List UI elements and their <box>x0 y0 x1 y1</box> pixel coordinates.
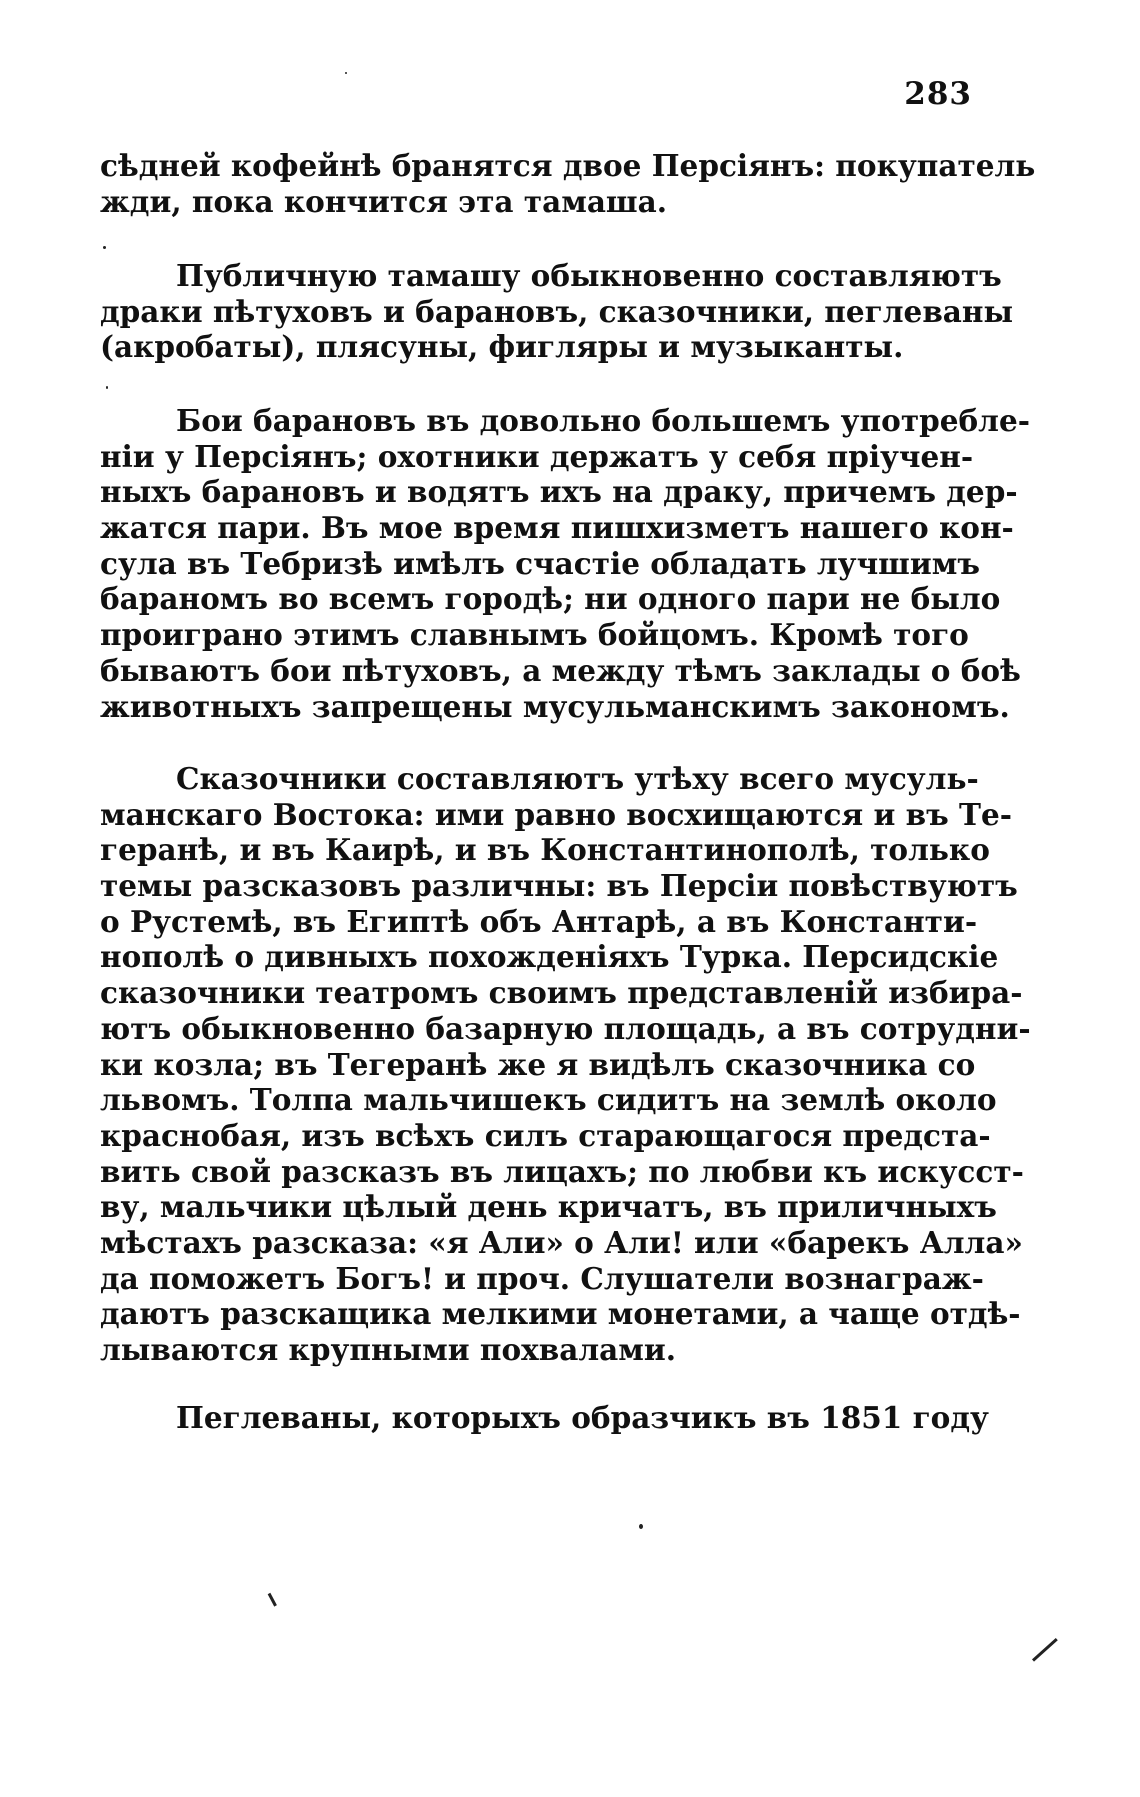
scan-speck <box>106 386 108 389</box>
text-line: геранѣ, и въ Каирѣ, и въ Константинополѣ, только <box>100 832 990 868</box>
text-line: ныхъ барановъ и водятъ ихъ на драку, причемъ дер- <box>100 474 1018 510</box>
text-line: темы разсказовъ различны: въ Персіи повѣствуютъ <box>100 868 1018 904</box>
text-line: Бои барановъ въ довольно большемъ употребле- <box>176 403 1030 438</box>
text-line: да поможетъ Богъ! и проч. Слушатели вознаграж- <box>100 1260 984 1296</box>
text-line: о Рустемѣ, въ Египтѣ объ Антарѣ, а въ Константи- <box>100 903 978 939</box>
paragraph-2 <box>100 258 1014 365</box>
scan-mark <box>1032 1638 1058 1662</box>
text-line: животныхъ запрещены мусульманскимъ закономъ. <box>100 688 1010 724</box>
text-line: жди, пока кончится эта тамаша. <box>100 183 668 219</box>
paragraph-3 <box>100 403 1030 724</box>
text-line: даютъ разскащика мелкими монетами, а чаще отдѣ- <box>100 1296 1021 1332</box>
paragraph-5 <box>100 1400 989 1436</box>
text-line: краснобая, изъ всѣхъ силъ старающагося предста- <box>100 1117 991 1153</box>
text-line: сказочники театромъ своимъ представленій избира- <box>100 975 1023 1011</box>
text-line: проиграно этимъ славнымъ бойцомъ. Кромѣ того <box>100 617 969 653</box>
text-line: ву, мальчики цѣлый день кричатъ, въ приличныхъ <box>100 1189 997 1225</box>
text-line: лываются крупными похвалами. <box>100 1332 677 1367</box>
paragraph-1 <box>100 148 1036 219</box>
scan-mark <box>268 1593 277 1607</box>
text-line: нiи у Персіянъ; охотники держатъ у себя пріучен- <box>100 438 974 474</box>
text-line: (акробаты), плясуны, фигляры и музыканты. <box>100 329 904 365</box>
text-line: Сказочники составляютъ утѣху всего мусуль- <box>176 761 979 796</box>
text-line: Публичную тамашу обыкновенно составляютъ <box>176 258 1002 293</box>
text-line: бываютъ бои пѣтуховъ, а между тѣмъ заклады о боѣ <box>100 652 1021 688</box>
text-line: драки пѣтуховъ и барановъ, сказочники, пеглеваны <box>100 293 1014 329</box>
text-line: сѣдней кофейнѣ бранятся двое Персіянъ: покупатель <box>100 148 1036 183</box>
text-line: манскаго Востока: ими равно восхищаются и въ Те- <box>100 796 1012 832</box>
page-number: 283 <box>904 76 972 112</box>
text-line: жатся пари. Въ мое время пишхизметъ нашего кон- <box>100 510 1014 546</box>
text-line: львомъ. Толпа мальчишекъ сидитъ на землѣ около <box>100 1082 997 1118</box>
text-line: вить свой разсказъ въ лицахъ; по любви къ искусст- <box>100 1153 1024 1189</box>
text-line: мѣстахъ разсказа: «я Али» о Али! или «барекъ Алла» <box>100 1224 1023 1260</box>
text-line: бараномъ во всемъ городѣ; ни одного пари не было <box>100 581 1001 617</box>
text-line: Пеглеваны, которыхъ образчикъ въ 1851 году <box>176 1400 989 1435</box>
text-line: ки козла; въ Тегеранѣ же я видѣлъ сказочника со <box>100 1046 976 1082</box>
scan-speck <box>103 246 106 249</box>
scan-speck <box>345 72 347 74</box>
text-line: ютъ обыкновенно базарную площадь, а въ сотрудни- <box>100 1010 1031 1046</box>
text-line: нополѣ о дивныхъ похожденіяхъ Турка. Персидскіе <box>100 939 999 975</box>
paragraph-4 <box>100 761 1031 1368</box>
text-line: сула въ Тебризѣ имѣлъ счастіе обладать лучшимъ <box>100 545 981 581</box>
scan-speck <box>639 1524 643 1529</box>
